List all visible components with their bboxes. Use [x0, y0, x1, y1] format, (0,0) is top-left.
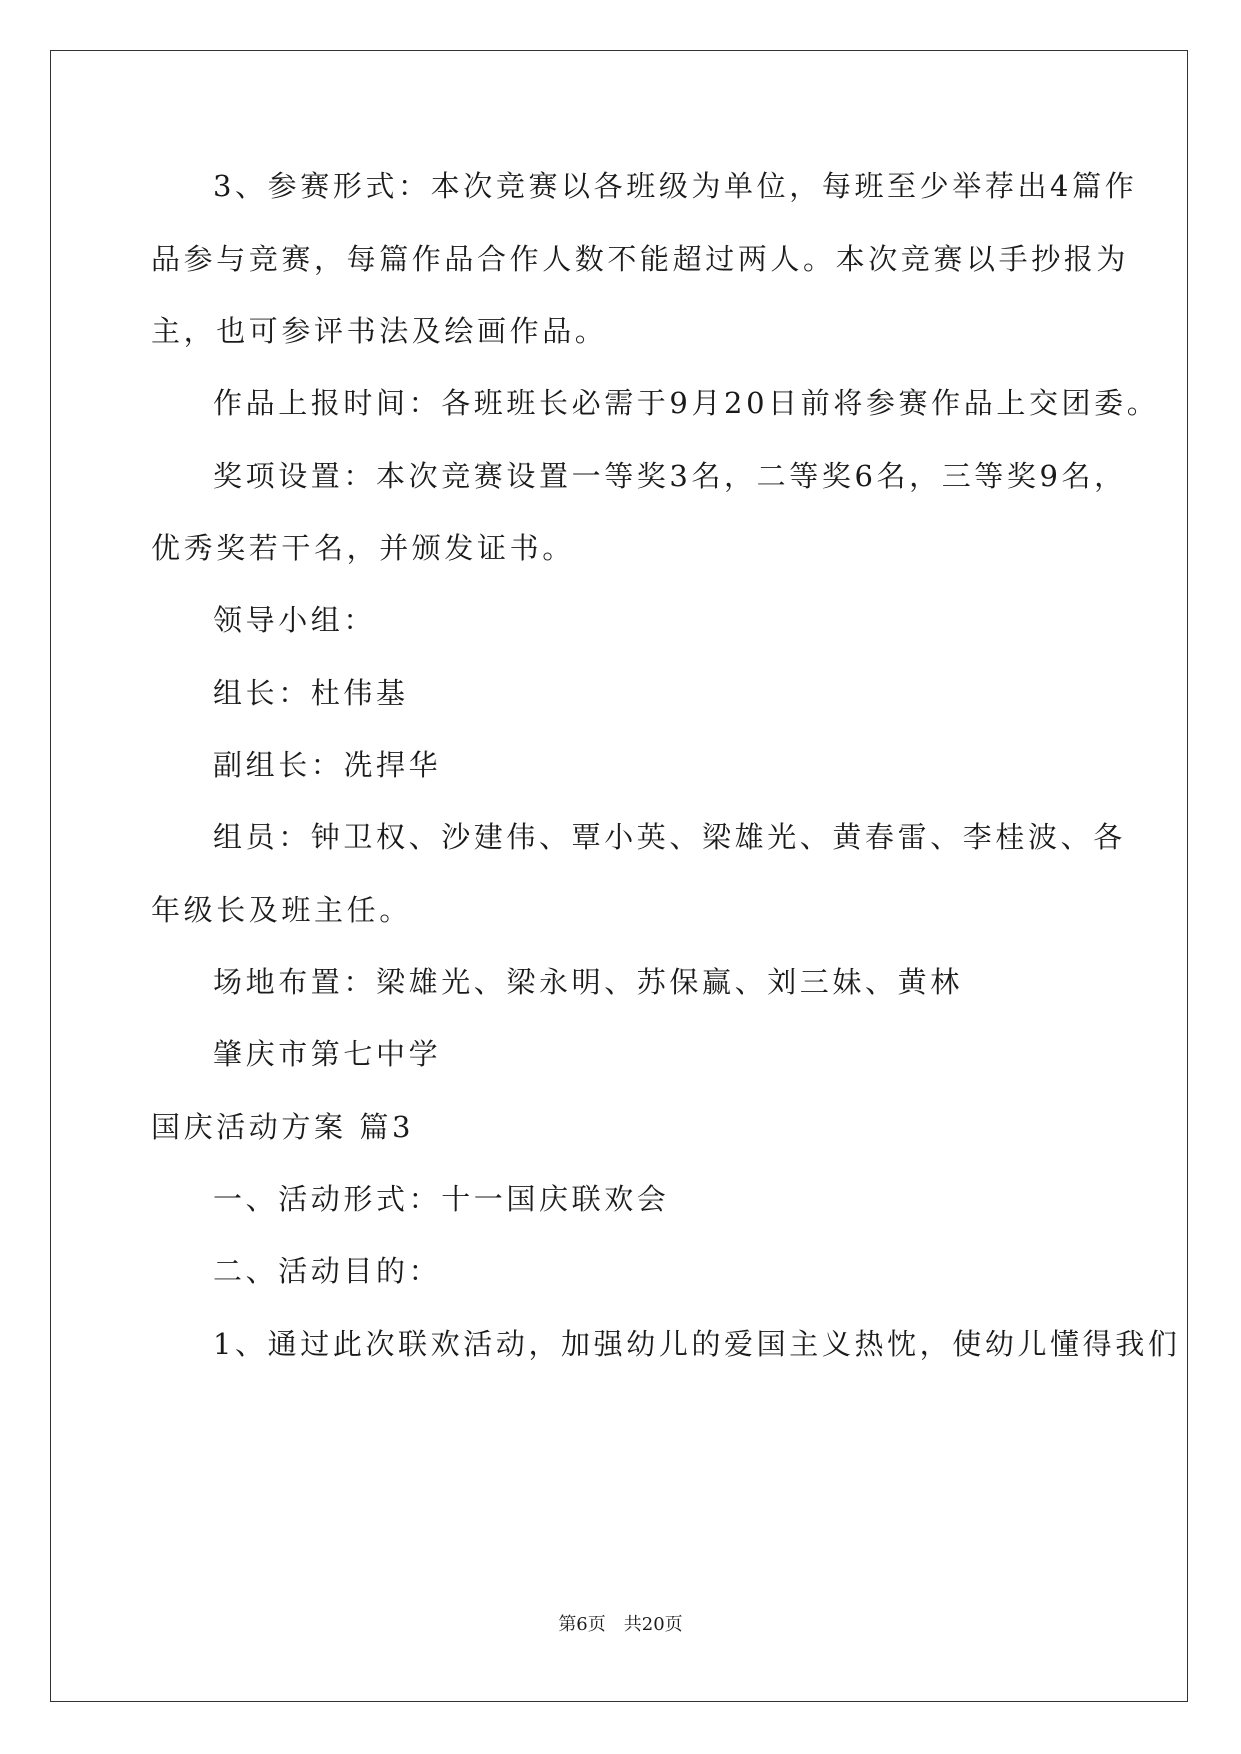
paragraph-line: 二、活动目的：: [213, 1254, 442, 1288]
paragraph-line: 副组长：冼捍华: [213, 748, 442, 782]
paragraph-line: 奖项设置：本次竞赛设置一等奖3名，二等奖6名，三等奖9名，: [213, 459, 1127, 493]
paragraph-line: 品参与竞赛，每篇作品合作人数不能超过两人。本次竞赛以手抄报为: [151, 242, 1130, 276]
page-border: [50, 50, 1188, 1702]
paragraph-line: 领导小组：: [213, 603, 377, 637]
paragraph-line: 年级长及班主任。: [151, 893, 412, 927]
page-number: 第6页: [558, 1614, 606, 1635]
paragraph-line: 组员：钟卫权、沙建伟、覃小英、梁雄光、黄春雷、李桂波、各: [213, 820, 1126, 854]
section-heading: 国庆活动方案 篇3: [151, 1110, 415, 1144]
page-total: 共20页: [623, 1614, 683, 1635]
paragraph-line: 一、活动形式：十一国庆联欢会: [213, 1182, 670, 1216]
paragraph-line: 主，也可参评书法及绘画作品。: [151, 314, 608, 348]
paragraph-line: 优秀奖若干名，并颁发证书。: [151, 531, 575, 565]
paragraph-line: 作品上报时间：各班班长必需于9月20日前将参赛作品上交团委。: [213, 386, 1160, 420]
paragraph-line: 肇庆市第七中学: [213, 1037, 442, 1071]
paragraph-line: 1、通过此次联欢活动，加强幼儿的爱国主义热忱，使幼儿懂得我们: [213, 1327, 1181, 1361]
paragraph-line: 组长：杜伟基: [213, 676, 409, 710]
paragraph-line: 3、参赛形式：本次竞赛以各班级为单位，每班至少举荐出4篇作: [213, 169, 1138, 203]
paragraph-line: 场地布置：梁雄光、梁永明、苏保赢、刘三妹、黄林: [213, 965, 963, 999]
page-footer: [0, 1616, 1241, 1634]
